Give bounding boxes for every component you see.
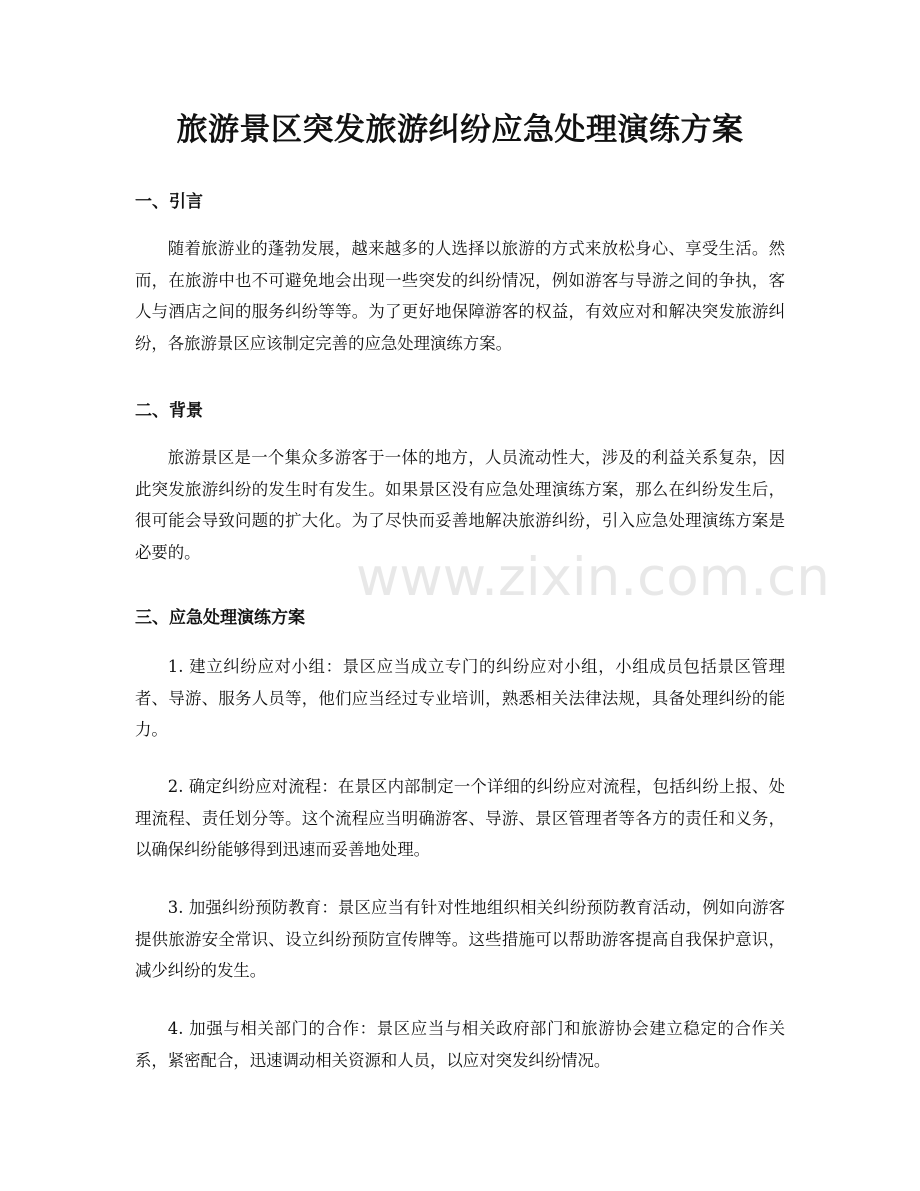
paragraph-background: 旅游景区是一个集众多游客于一体的地方，人员流动性大，涉及的利益关系复杂，因此突发旅游纠纷的发生时有发生。如果景区没有应急处理演练方案，那么在纠纷发生后，很可能会导致问题的扩大化。为了尽快而妥善地解决旅游纠纷，引入应急处理演练方案是必要的。 [135,448,785,562]
section-heading-background: 二、背景 [135,401,203,421]
document-title: 旅游景区突发旅游纠纷应急处理演练方案 [176,112,744,148]
section-heading-emergency-plan: 三、应急处理演练方案 [135,608,305,628]
paragraph-plan-item-3: 3. 加强纠纷预防教育：景区应当有针对性地组织相关纠纷预防教育活动，例如向游客提供旅游安全常识、设立纠纷预防宣传牌等。这些措施可以帮助游客提高自我保护意识，减少纠纷的发生。 [135,898,785,980]
section-heading-introduction: 一、引言 [135,192,203,212]
paragraph-plan-item-1: 1. 建立纠纷应对小组：景区应当成立专门的纠纷应对小组，小组成员包括景区管理者、导游、服务人员等，他们应当经过专业培训，熟悉相关法律法规，具备处理纠纷的能力。 [135,657,785,739]
paragraph-introduction: 随着旅游业的蓬勃发展，越来越多的人选择以旅游的方式来放松身心、享受生活。然而，在旅游中也不可避免地会出现一些突发的纠纷情况，例如游客与导游之间的争执，客人与酒店之间的服务纠纷等等。为了更好地保障游客的权益，有效应对和解决突发旅游纠纷，各旅游景区应该制定完善的应急处理演练方案。 [135,239,785,353]
paragraph-plan-item-2: 2. 确定纠纷应对流程：在景区内部制定一个详细的纠纷应对流程，包括纠纷上报、处理流程、责任划分等。这个流程应当明确游客、导游、景区管理者等各方的责任和义务，以确保纠纷能够得到迅速而妥善地处理。 [135,777,785,859]
paragraph-plan-item-4: 4. 加强与相关部门的合作：景区应当与相关政府部门和旅游协会建立稳定的合作关系，紧密配合，迅速调动相关资源和人员，以应对突发纠纷情况。 [135,1019,785,1070]
watermark: www.zixin.com.cn [356,547,830,608]
